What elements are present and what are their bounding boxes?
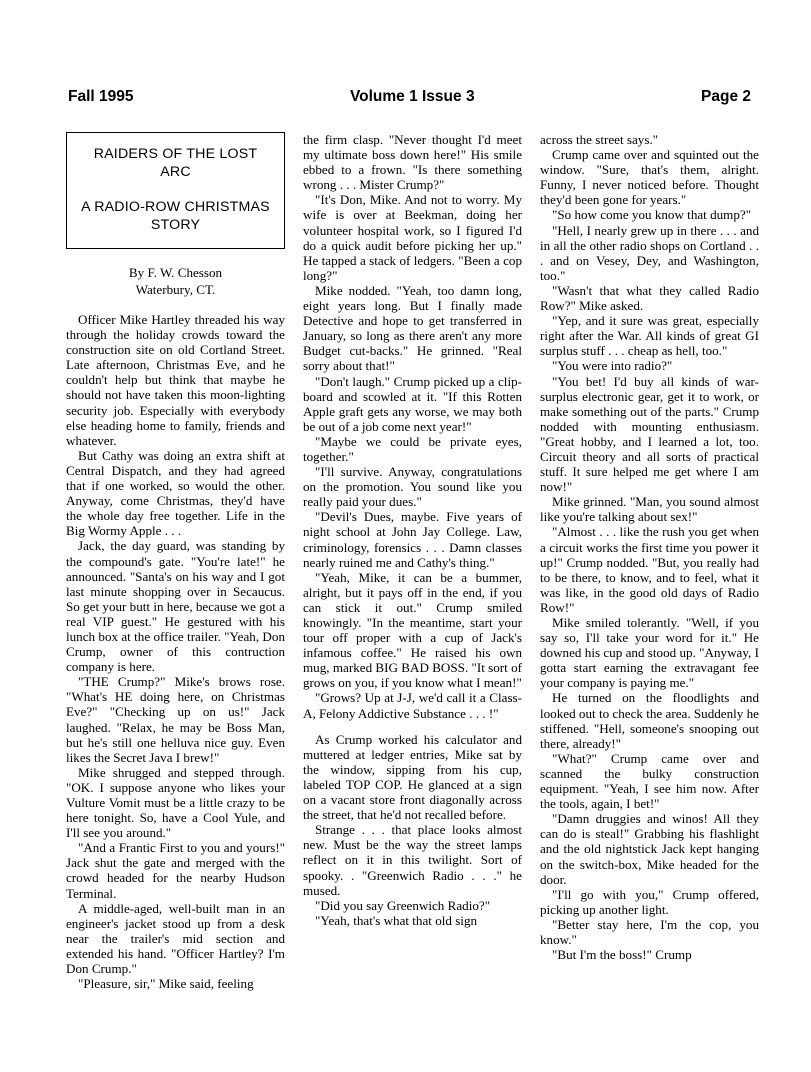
- paragraph: "Devil's Dues, maybe. Five years of night school at John Jay College. Law, criminology, forensics . . . Damn classes nearly ruined me and Cathy's thing.": [303, 509, 522, 570]
- paragraph: "Pleasure, sir," Mike said, feeling: [78, 976, 254, 992]
- article-subtitle-line-1: A RADIO-ROW CHRISTMAS: [81, 199, 270, 215]
- paragraph: "Did you say Greenwich Radio?": [315, 897, 491, 913]
- article-byline: [66, 265, 285, 298]
- column-2: [303, 132, 522, 928]
- paragraph: "You bet! I'd buy all kinds of war-surplus electronic gear, get it to work, or make something out of the parts." Crump nodded with mounting enthusiasm. "Great hobby, and I learned a lot, too. Circuit theory and all sorts of practical stuff. It sure helped me get where I am now!": [540, 373, 759, 495]
- paragraph: "Yep, and it sure was great, especially right after the War. All kinds of great GI surplus stuff . . . cheap as hell, too.": [540, 313, 759, 359]
- header-page-number: Page 2: [701, 88, 751, 105]
- paragraph: "I'll survive. Anyway, congratulations on the promotion. You sound like you really paid your dues.": [303, 464, 522, 510]
- paragraph: "Hell, I nearly grew up in there . . . and in all the other radio shops on Cortland . . . and on Vesey, Dey, and Washington, too.": [540, 222, 759, 283]
- paragraph: "Don't laugh." Crump picked up a clip-board and scowled at it. "If this Rotten Apple graft gets any worse, we may both be out of a job come next year!": [303, 373, 522, 434]
- paragraph: A middle-aged, well-built man in an engineer's jacket stood up from a desk near the trailer's mid section and extended his hand. "Officer Hartley? I'm Don Crump.": [66, 900, 285, 977]
- paragraph: "Wasn't that what they called Radio Row?" Mike asked.: [540, 282, 759, 314]
- article-columns: [66, 132, 759, 992]
- article-title-box: [66, 132, 285, 249]
- header-issue-date: Fall 1995: [68, 88, 134, 105]
- paragraph: "Yeah, that's what that old sign: [315, 912, 478, 928]
- paragraph: "So how come you know that dump?": [552, 207, 752, 223]
- paragraph: "Yeah, Mike, it can be a bummer, alright, but it pays off in the end, if you can stick it out." Crump smiled knowingly. "In the meantime, start your tour off proper with a cup of Jack's infamous coffee." He raised his own mug, marked BIG BAD BOSS. "It sort of grows on you, if you know what I mean!": [303, 569, 522, 691]
- page-header: [66, 88, 753, 106]
- column-3: [540, 132, 759, 962]
- paragraph: across the street says.": [540, 132, 659, 147]
- byline-location: Waterbury, CT.: [135, 282, 216, 297]
- paragraph: Crump came over and squinted out the window. "Sure, that's them, alright. Funny, I never noticed before. Thought they'd been gone for years.": [540, 147, 759, 208]
- paragraph: "Damn druggies and winos! All they can do is steal!" Grabbing his flashlight and the old nightstick Jack kept hanging on the switch-box, Mike headed for the door.: [540, 811, 759, 887]
- paragraph: "I'll go with you," Crump offered, picking up another light.: [540, 886, 759, 917]
- column-1: [66, 132, 285, 991]
- paragraph: But Cathy was doing an extra shift at Central Dispatch, and they had agreed that if one worked, so would the other. Anyway, come Christmas, they'd have the whole day free together. Life in the Big Wormy Apple . . .: [66, 447, 285, 539]
- paragraph: "Grows? Up at J-J, we'd call it a Class-A, Felony Addictive Substance . . . !": [303, 690, 522, 721]
- article-title-line-1: RAIDERS OF THE LOST: [93, 146, 258, 162]
- paragraph: "It's Don, Mike. And not to worry. My wife is over at Beekman, doing her volunteer hospital work, so I figured I'd do a quick audit before picking her up." He tapped a stack of ledgers. "Been a cop long?": [303, 192, 522, 283]
- paragraph: "Better stay here, I'm the cop, you know.": [540, 916, 759, 947]
- byline-author: By F. W. Chesson: [128, 265, 223, 280]
- paragraph: Strange . . . that place looks almost new. Must be the way the street lamps reflect on it in this twilight. Sort of spooky. . "Greenwich Radio . . ." he mused.: [303, 822, 522, 898]
- paragraph: Officer Mike Hartley threaded his way through the holiday crowds toward the construction site on old Cortland Street. Late afternoon, Christmas Eve, and he couldn't help but think that maybe he should not have taken this moon-lighting security job. Especially with everybody else heading home to family, friends and whatever.: [66, 312, 285, 448]
- paragraph: Jack, the day guard, was standing by the compound's gate. "You're late!" he announced. "Santa's on his way and I got last minute shopping over in Secaucus. So get your butt in here, because we got a real VIP guest." He gestured with his lunch box at the office trailer. "Yeah, Don Crump, owner of this contruction company is here.: [66, 538, 285, 675]
- paragraph: Mike smiled tolerantly. "Well, if you say so, I'll take your word for it." He downed his cup and stood up. "Anyway, I gotta start earning the extravagant fee your company is paying me.": [540, 615, 759, 691]
- paragraph: the firm clasp. "Never thought I'd meet my ultimate boss down here!" His smile ebbed to a frown. "Is there something wrong . . . Mister Crump?": [303, 132, 522, 193]
- paragraph: "Maybe we could be private eyes, together.": [303, 433, 522, 464]
- paragraph: Mike grinned. "Man, you sound almost like you're talking about sex!": [540, 494, 759, 525]
- paragraph: He turned on the floodlights and looked out to check the area. Suddenly he stiffened. "Hell, someone's snooping out there, already!": [540, 690, 759, 751]
- article-title-line-2: ARC: [160, 164, 191, 180]
- paragraph: Mike shrugged and stepped through. "OK. I suppose anyone who likes your Vulture Vomit must be a little crazy to be here tonight. So, have a Cool Yule, and I'll see you around.": [66, 764, 285, 841]
- paragraph: "And a Frantic First to you and yours!" Jack shut the gate and merged with the crowd headed for the nearby Hudson Terminal.: [66, 840, 285, 901]
- paragraph: "What?" Crump came over and scanned the bulky construction equipment. "Yeah, I see him now. After the tools, again, I bet!": [540, 750, 759, 812]
- header-volume-issue: Volume 1 Issue 3: [349, 88, 475, 105]
- paragraph: "You were into radio?": [552, 358, 673, 374]
- article-subtitle-line-2: STORY: [150, 217, 201, 233]
- paragraph: "But I'm the boss!" Crump: [552, 947, 692, 963]
- paragraph: "THE Crump?" Mike's brows rose. "What's HE doing here, on Christmas Eve?" "Checking up on us!" Jack laughed. "Relax, he may be Boss Man, but he's still one helluva nice guy. Even likes the Secret Java I brew!": [66, 674, 285, 765]
- paragraph: "Almost . . . like the rush you get when a circuit works the first time you power it up!" Crump nodded. "But, you really had to be there, to know, and to feel, what it was like, in the good old days of Radio Row!": [540, 524, 759, 615]
- paragraph: As Crump worked his calculator and muttered at ledger entries, Mike sat by the window, sipping from his cup, labeled TOP COP. He glanced at a sign on a vacant store front diagonally across the street, that he'd not recalled before.: [303, 731, 522, 823]
- paragraph: Mike nodded. "Yeah, too damn long, eight years long. But I finally made Detective and hope to get transferred in January, so long as there aren't any more Budget cut-backs." He grinned. "Real sorry about that!": [303, 282, 522, 374]
